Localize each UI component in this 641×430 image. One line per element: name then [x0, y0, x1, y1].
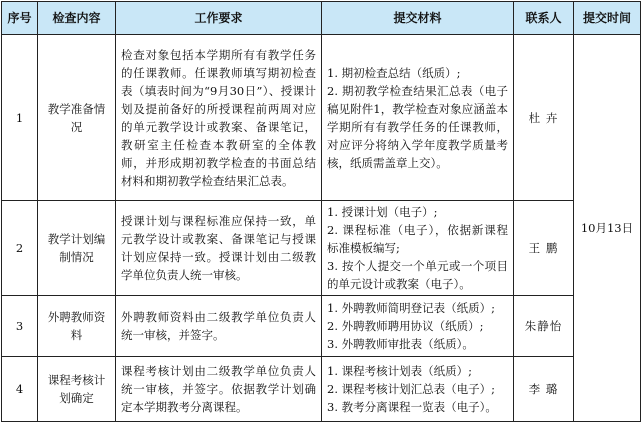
material-item: 1. 期初检查总结（纸质）;	[327, 65, 461, 80]
row-requirements: 外聘教师资料由二级教学单位负责人统一审核，并签字。	[116, 296, 322, 357]
header-submit-time: 提交时间	[574, 2, 641, 35]
submit-time-cell: 10月13日	[574, 35, 641, 422]
row-seq: 4	[2, 357, 38, 422]
row-requirements: 授课计划与课程标准应保持一致，单元教学设计或教案、备课笔记与授课计划应保持一致。授课计划由二级教学单位负责人统一审核。	[116, 201, 322, 296]
material-item: 2. 外聘教师聘用协议（纸质）;	[327, 319, 484, 333]
table-row	[2, 35, 641, 201]
row-materials	[322, 357, 514, 422]
row-content: 教学准备情况	[38, 35, 116, 201]
header-requirements: 工作要求	[116, 2, 322, 35]
row-materials	[322, 35, 514, 201]
row-contact: 王 鹏	[514, 201, 574, 296]
material-item: 3. 按个人提交一个单元或一个项目的单元设计或教案（电子）。	[327, 259, 508, 291]
row-content: 教学计划编制情况	[38, 201, 116, 296]
inspection-table	[1, 1, 641, 422]
header-contact: 联系人	[514, 2, 574, 35]
material-item: 2. 课程标准（电子），依据新课程标准模板编写;	[327, 223, 508, 255]
row-materials	[322, 296, 514, 357]
row-seq: 1	[2, 35, 38, 201]
material-item: 3. 外聘教师审批表（纸质）。	[327, 337, 474, 351]
row-contact: 朱静怡	[514, 296, 574, 357]
row-content: 课程考核计划确定	[38, 357, 116, 422]
header-row	[2, 2, 641, 35]
row-content: 外聘教师资料	[38, 296, 116, 357]
material-item: 2. 期初教学检查结果汇总表（电子稿见附件1，教学检查对象应涵盖本学期所有有教学任务的任课教师，对应评分将纳入学年度教学质量考核，纸质需盖章上交）。	[327, 83, 508, 170]
row-requirements: 检查对象包括本学期所有有教学任务的任课教师。任课教师填写期初检查表（填表时间为“9月30日”）、授课计划及提前备好的所授课程前两周对应的单元教学设计或教案、备课笔记，教研室主任检查本教研室的全体教师，并形成期初教学检查的书面总结材料和期初教学检查结果汇总表。	[116, 35, 322, 201]
row-seq: 2	[2, 201, 38, 296]
row-contact: 李 璐	[514, 357, 574, 422]
material-item: 2. 课程考核计划汇总表（电子）;	[327, 382, 496, 396]
material-item: 1. 授课计划（电子）;	[327, 205, 438, 219]
table-row	[2, 201, 641, 296]
table-row	[2, 357, 641, 422]
table-row	[2, 296, 641, 357]
material-item: 1. 外聘教师简明登记表（纸质）;	[327, 301, 496, 315]
header-seq: 序号	[2, 2, 38, 35]
header-materials: 提交材料	[322, 2, 514, 35]
material-item: 3. 教考分离课程一览表（电子）。	[327, 400, 497, 414]
material-item: 1. 课程考核计划表（纸质）;	[327, 364, 473, 378]
row-seq: 3	[2, 296, 38, 357]
row-materials	[322, 201, 514, 296]
header-content: 检查内容	[38, 2, 116, 35]
row-requirements: 课程考核计划由二级教学单位负责人统一审核，并签字。依据教学计划确定本学期教考分离课程。	[116, 357, 322, 422]
row-contact: 杜 卉	[514, 35, 574, 201]
